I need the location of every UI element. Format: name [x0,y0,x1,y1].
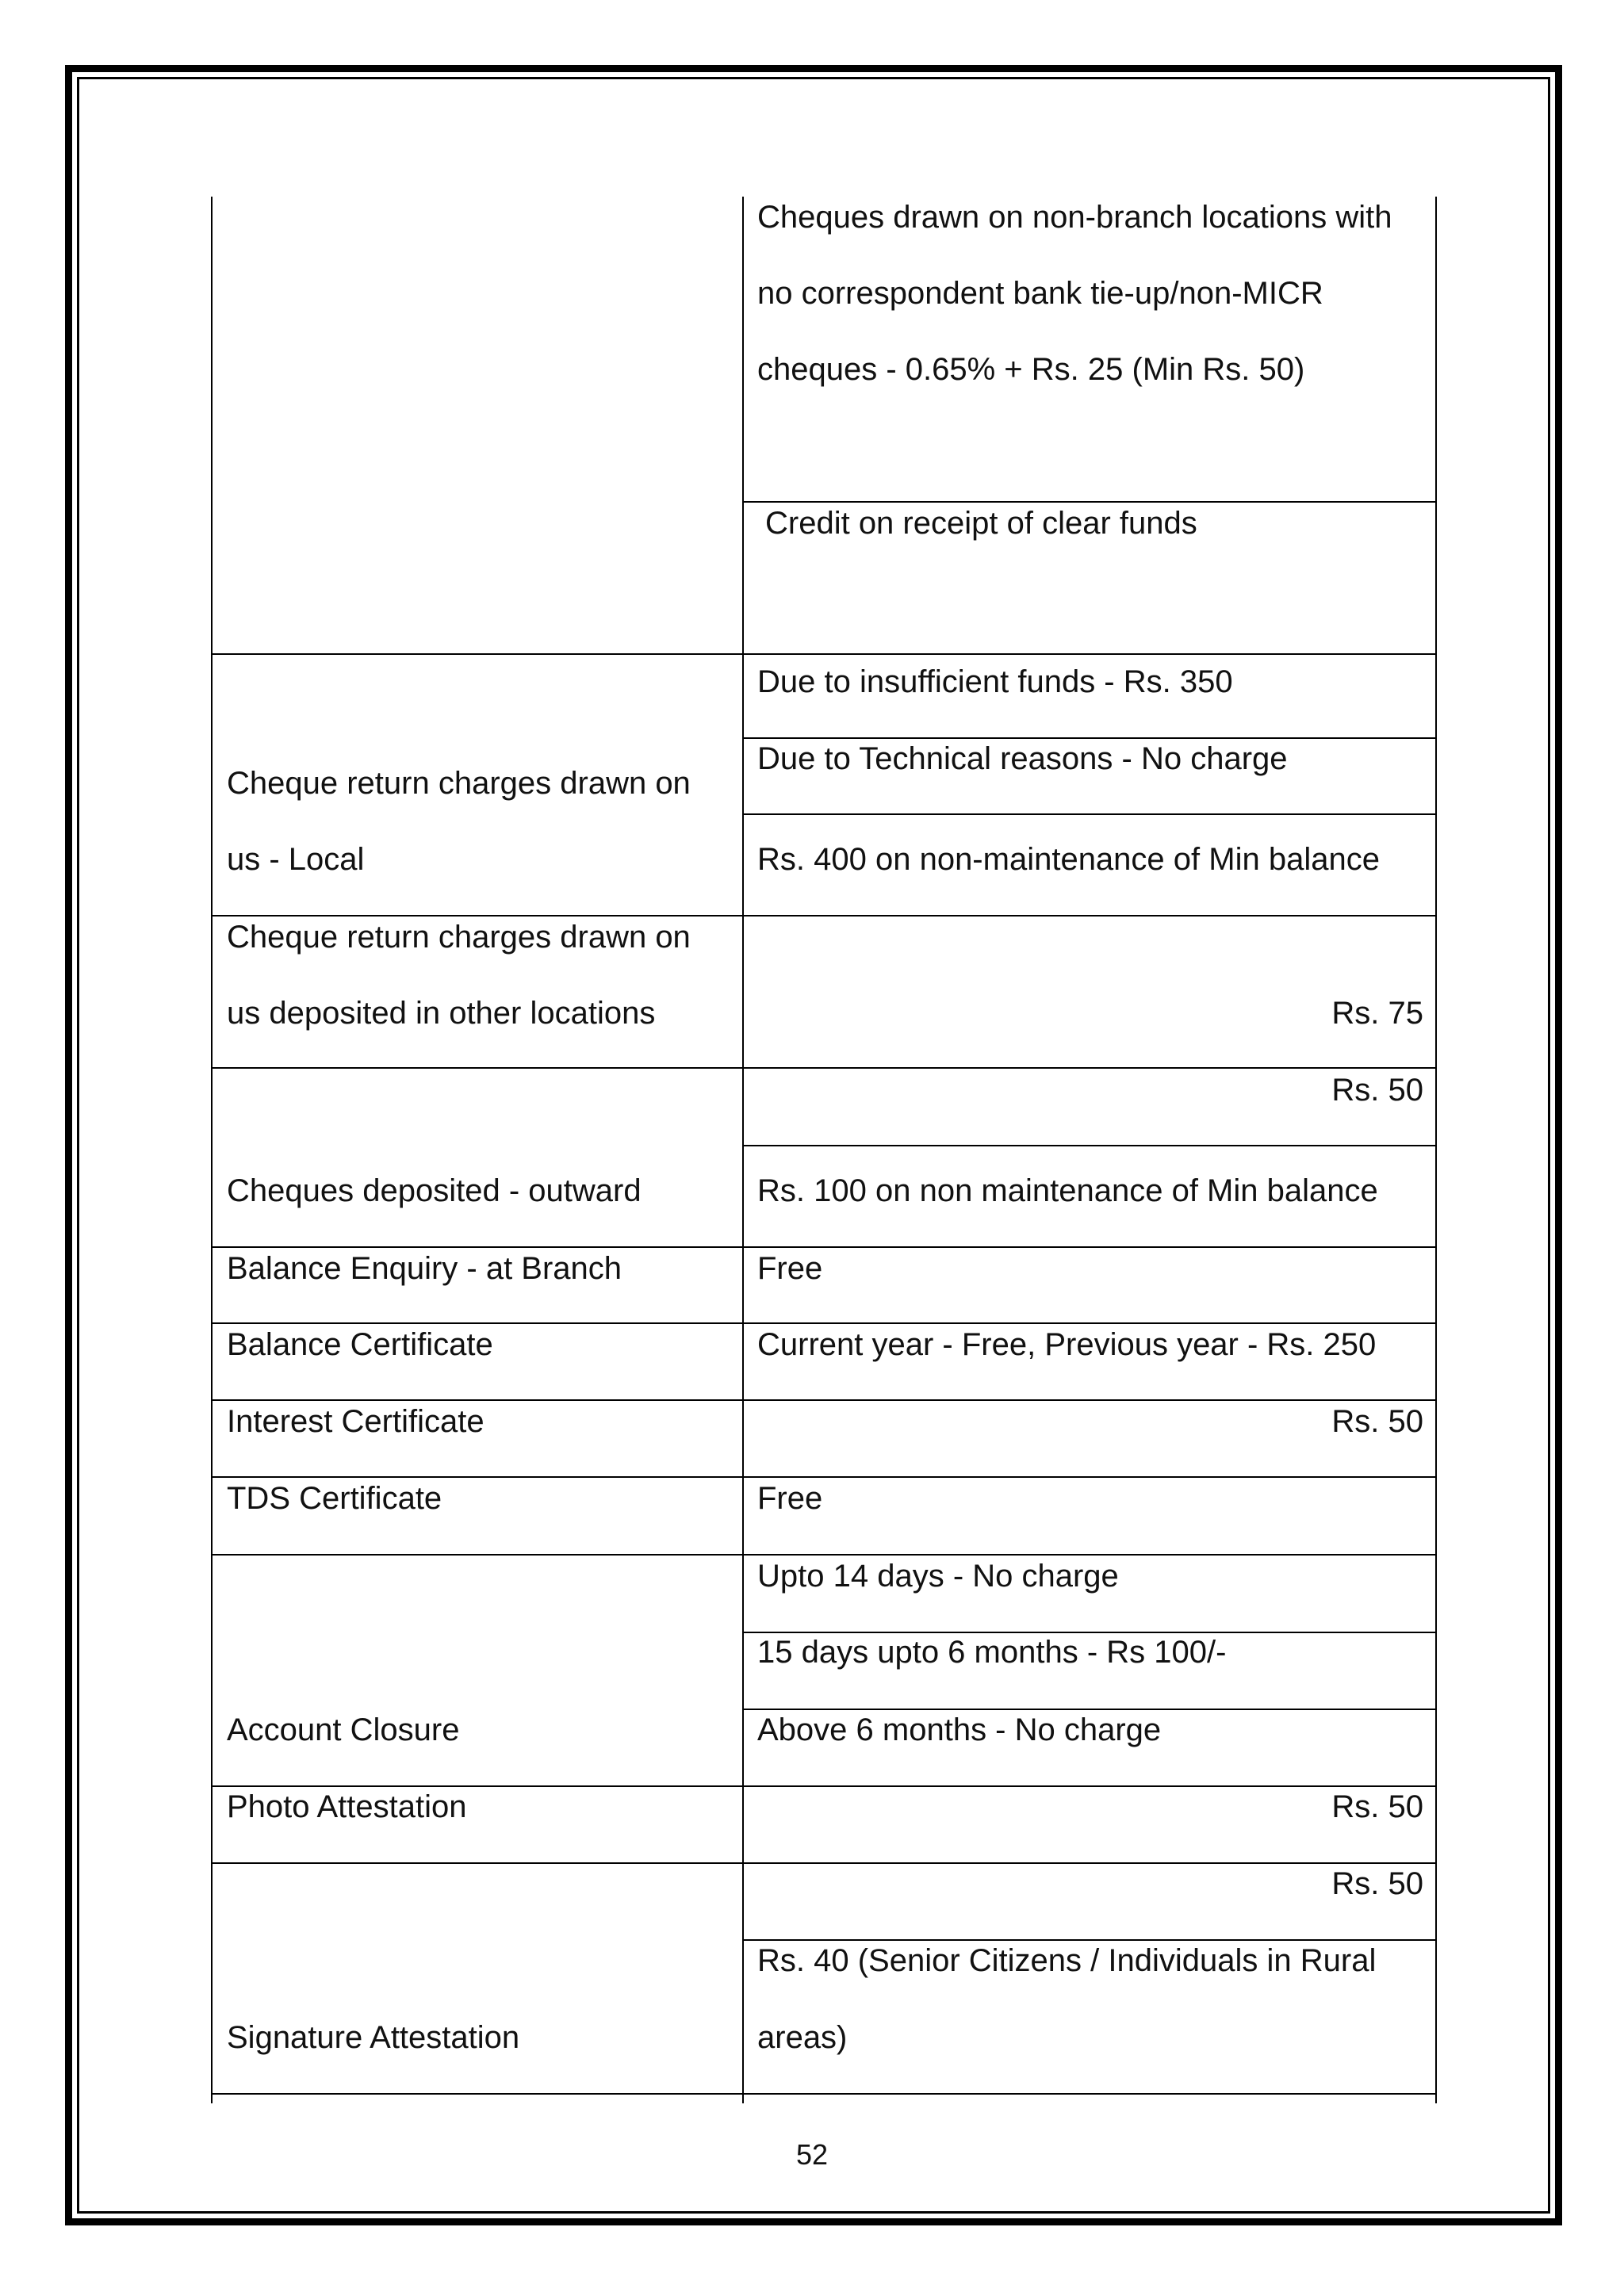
label-line: Cheque return charges drawn on [227,920,691,955]
value-line: areas) [757,2020,848,2055]
value-cell: Rs. 75 [1331,996,1423,1031]
row-divider [211,1476,1437,1478]
value-cell: Rs. 100 on non maintenance of Min balance [757,1173,1378,1208]
value-cell: Free [757,1251,823,1286]
value-cell: Credit on receipt of clear funds [765,506,1197,541]
value-cell: Upto 14 days - No charge [757,1559,1119,1594]
value-cell: Rs. 50 [1331,1866,1423,1901]
table-border-left [211,197,213,2103]
label-line: us - Local [227,842,365,877]
row-divider [211,1246,1437,1248]
value-cell: Due to insufficient funds - Rs. 350 [757,664,1233,699]
row-divider [211,1399,1437,1401]
label-cell: Interest Certificate [227,1404,485,1439]
value-cell: Rs. 50 [1331,1404,1423,1439]
subrow-divider [742,1145,1437,1146]
value-line: no correspondent bank tie-up/non-MICR [757,276,1323,311]
page-number: 52 [795,2138,829,2171]
table-border-right [1435,197,1437,2103]
value-cell: Rs. 400 on non-maintenance of Min balance [757,842,1380,877]
label-cell: Cheques deposited - outward [227,1173,642,1208]
table-column-divider [742,197,744,2103]
label-cell: Balance Enquiry - at Branch [227,1251,622,1286]
value-line: Cheques drawn on non-branch locations with [757,200,1392,235]
label-cell: Photo Attestation [227,1789,467,1824]
label-cell: Signature Attestation [227,2020,520,2055]
value-cell: Due to Technical reasons - No charge [757,741,1288,776]
subrow-divider [742,737,1437,739]
value-cell: Free [757,1481,823,1516]
value-line: cheques - 0.65% + Rs. 25 (Min Rs. 50) [757,352,1305,387]
value-cell: Current year - Free, Previous year - Rs. 250 [757,1327,1377,1362]
subrow-divider [742,1632,1437,1633]
row-divider [211,1067,1437,1069]
subrow-divider [742,1709,1437,1710]
label-line: us deposited in other locations [227,996,656,1031]
subrow-divider [742,1939,1437,1941]
value-cell: 15 days upto 6 months - Rs 100/- [757,1635,1227,1670]
value-cell: Rs. 50 [1331,1789,1423,1824]
value-cell: Above 6 months - No charge [757,1712,1162,1747]
value-cell: Rs. 50 [1331,1073,1423,1108]
label-line: Cheque return charges drawn on [227,766,691,801]
row-divider [211,1862,1437,1864]
row-divider [211,1322,1437,1324]
row-divider [211,1785,1437,1787]
table-border-bottom [211,2093,1437,2095]
label-cell: Balance Certificate [227,1327,493,1362]
subrow-divider [742,813,1437,815]
label-cell: TDS Certificate [227,1481,442,1516]
row-divider [211,653,1437,655]
label-cell: Account Closure [227,1712,460,1747]
row-divider [211,1554,1437,1556]
subrow-divider [742,501,1437,503]
row-divider [211,915,1437,916]
value-line: Rs. 40 (Senior Citizens / Individuals in Rural [757,1943,1377,1978]
